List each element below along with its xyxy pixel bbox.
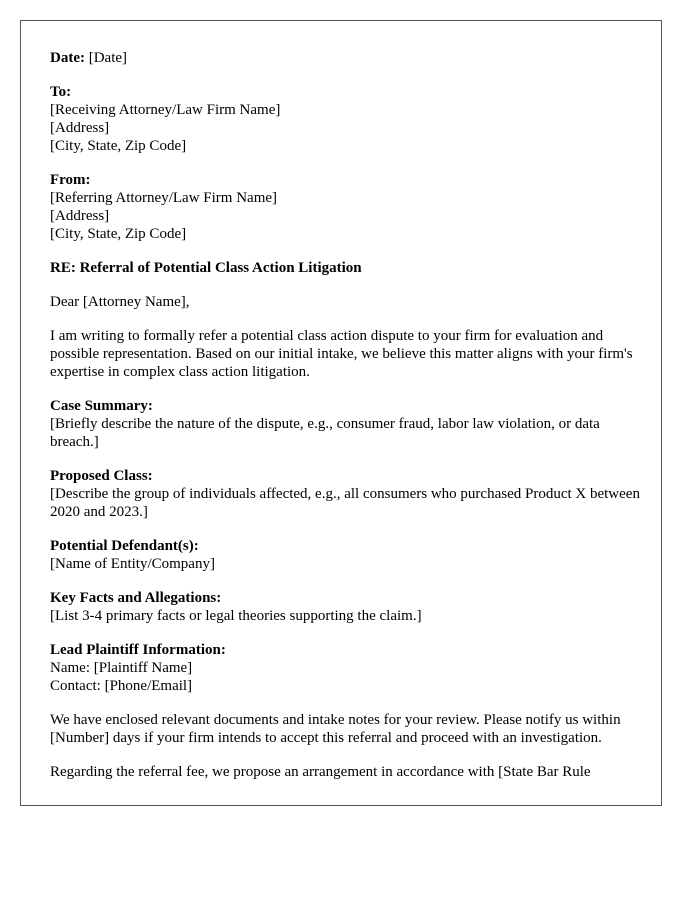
lead-plaintiff-contact: Contact: [Phone/Email] — [50, 678, 193, 694]
lead-plaintiff-section — [50, 641, 640, 695]
from-block — [50, 171, 640, 243]
key-facts-label: Key Facts and Allegations: — [50, 590, 222, 606]
defendants-text: [Name of Entity/Company] — [50, 556, 215, 572]
defendants-section — [50, 537, 640, 573]
to-block — [50, 83, 640, 155]
case-summary-text: [Briefly describe the nature of the dispute, e.g., consumer fraud, labor law violation, or data breach.] — [50, 416, 600, 450]
from-city: [City, State, Zip Code] — [50, 226, 187, 242]
to-name: [Receiving Attorney/Law Firm Name] — [50, 102, 281, 118]
key-facts-text: [List 3-4 primary facts or legal theories supporting the claim.] — [50, 608, 422, 624]
proposed-class-label: Proposed Class: — [50, 468, 153, 484]
subject-line: RE: Referral of Potential Class Action Litigation — [50, 260, 362, 276]
date-label: Date: — [50, 50, 85, 66]
proposed-class-text: [Describe the group of individuals affected, e.g., all consumers who purchased Product X between 2020 and 2023.] — [50, 486, 640, 520]
proposed-class-section — [50, 467, 640, 521]
to-label: To: — [50, 84, 72, 100]
date-line — [50, 49, 640, 67]
letter-page — [20, 20, 662, 806]
enclosure-paragraph: We have enclosed relevant documents and intake notes for your review. Please notify us within [Number] days if your firm intends to accept this referral and proceed with an investigation. — [50, 712, 621, 746]
letter-body — [50, 49, 640, 797]
from-label: From: — [50, 172, 91, 188]
defendants-label: Potential Defendant(s): — [50, 538, 199, 554]
case-summary-section — [50, 397, 640, 451]
salutation: Dear [Attorney Name], — [50, 294, 190, 310]
to-city: [City, State, Zip Code] — [50, 138, 187, 154]
key-facts-section — [50, 589, 640, 625]
fee-paragraph: Regarding the referral fee, we propose an arrangement in accordance with [State Bar Rule — [50, 764, 591, 780]
lead-plaintiff-label: Lead Plaintiff Information: — [50, 642, 226, 658]
date-value: [Date] — [88, 50, 128, 66]
to-address: [Address] — [50, 120, 110, 136]
from-name: [Referring Attorney/Law Firm Name] — [50, 190, 278, 206]
lead-plaintiff-name: Name: [Plaintiff Name] — [50, 660, 193, 676]
from-address: [Address] — [50, 208, 110, 224]
intro-paragraph: I am writing to formally refer a potential class action dispute to your firm for evaluation and possible representation. Based on our initial intake, we believe this matter aligns with your firm's expertise in complex class action litigation. — [50, 328, 633, 380]
case-summary-label: Case Summary: — [50, 398, 153, 414]
